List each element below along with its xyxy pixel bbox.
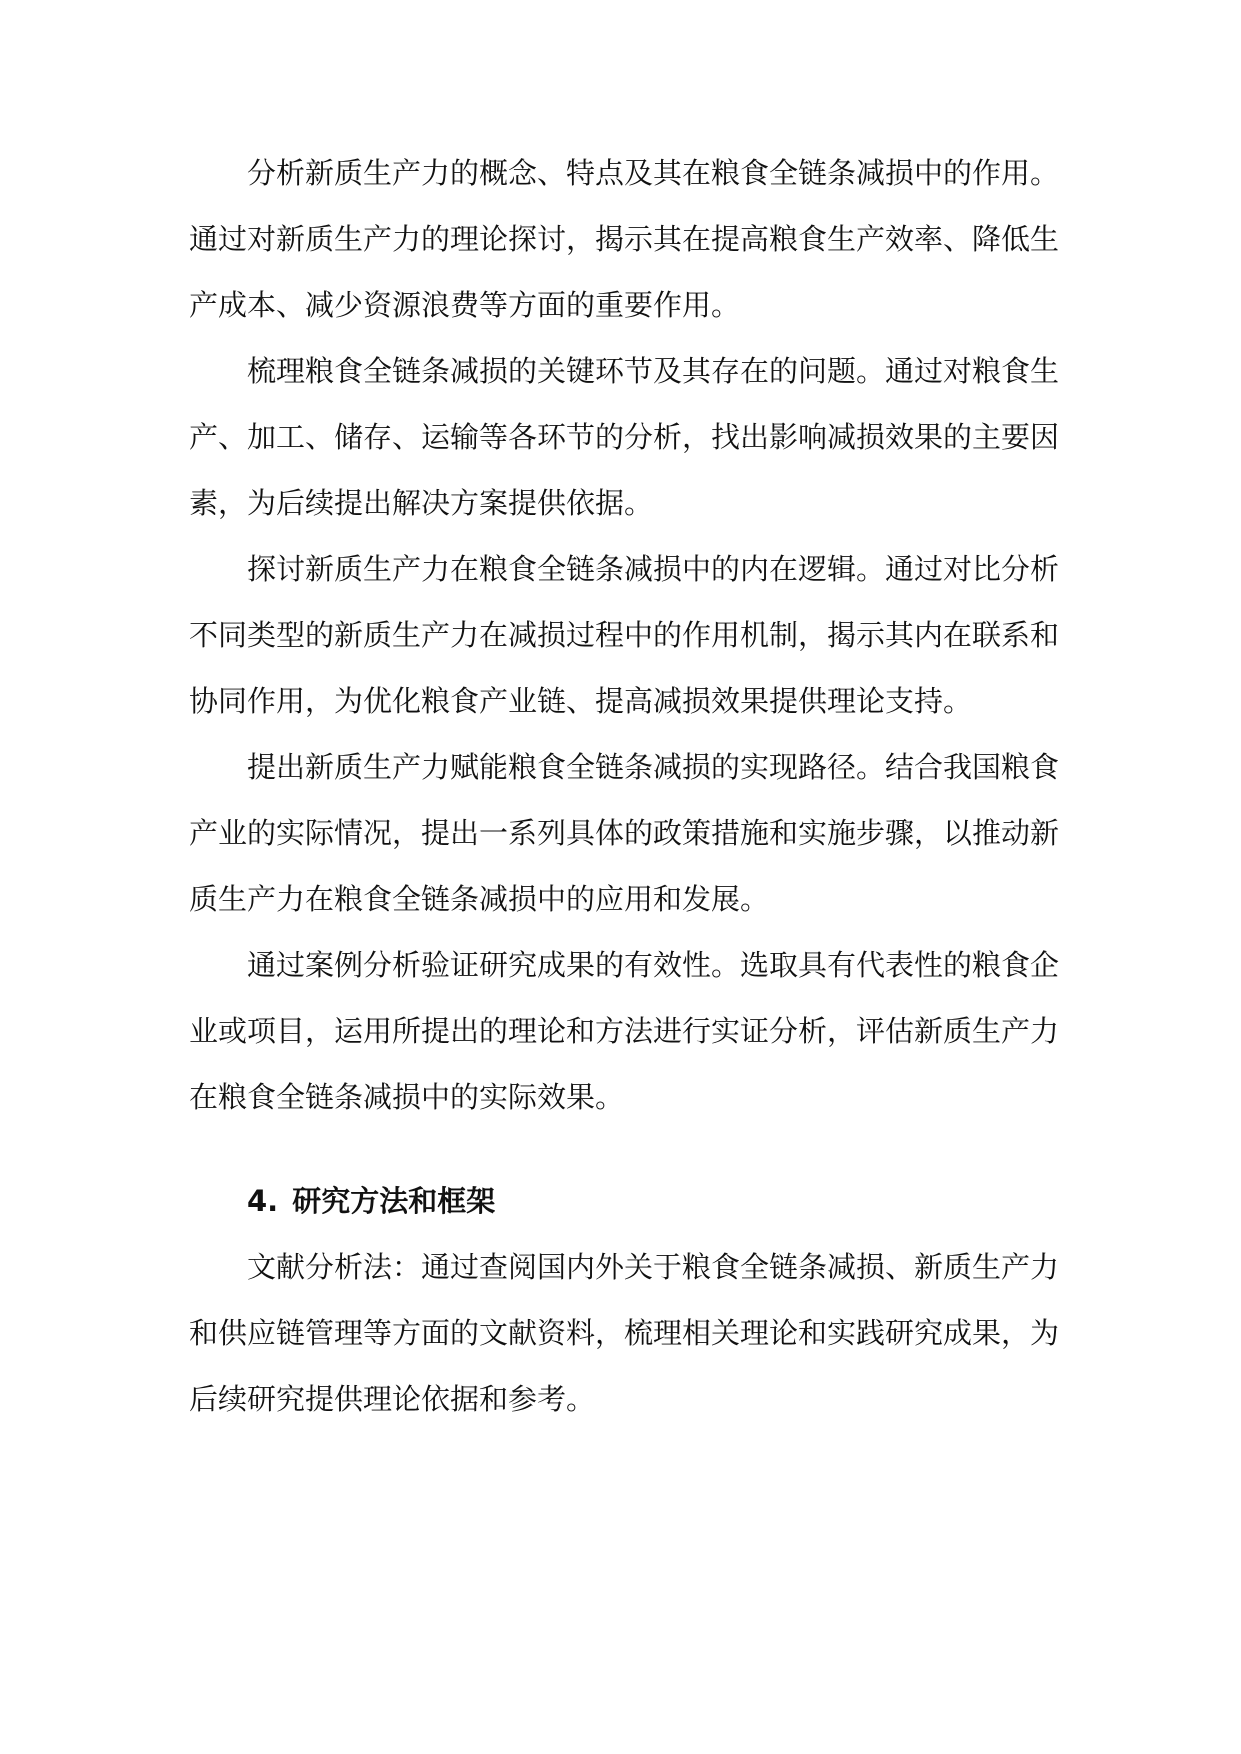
section-heading — [189, 1168, 1059, 1234]
section-title: 研究方法和框架 — [292, 1184, 496, 1218]
paragraph-concept-analysis: 分析新质生产力的概念、特点及其在粮食全链条减损中的作用。通过对新质生产力的理论探讨，揭示其在提高粮食生产效率、降低生产成本、减少资源浪费等方面的重要作用。 — [189, 156, 1060, 322]
paragraph-implementation-path: 提出新质生产力赋能粮食全链条减损的实现路径。结合我国粮食产业的实际情况，提出一系列具体的政策措施和实施步骤，以推动新质生产力在粮食全链条减损中的应用和发展。 — [189, 750, 1060, 916]
paragraph-literature-method: 文献分析法：通过查阅国内外关于粮食全链条减损、新质生产力和供应链管理等方面的文献资料，梳理相关理论和实践研究成果，为后续研究提供理论依据和参考。 — [189, 1250, 1060, 1416]
paragraph-internal-logic: 探讨新质生产力在粮食全链条减损中的内在逻辑。通过对比分析不同类型的新质生产力在减损过程中的作用机制，揭示其内在联系和协同作用，为优化粮食产业链、提高减损效果提供理论支持。 — [189, 552, 1060, 718]
document-body — [189, 140, 1059, 1432]
section-number: 4. — [247, 1184, 279, 1218]
paragraph-key-links: 梳理粮食全链条减损的关键环节及其存在的问题。通过对粮食生产、加工、储存、运输等各环节的分析，找出影响减损效果的主要因素，为后续提出解决方案提供依据。 — [189, 354, 1060, 520]
paragraph-case-study: 通过案例分析验证研究成果的有效性。选取具有代表性的粮食企业或项目，运用所提出的理论和方法进行实证分析，评估新质生产力在粮食全链条减损中的实际效果。 — [189, 948, 1060, 1114]
